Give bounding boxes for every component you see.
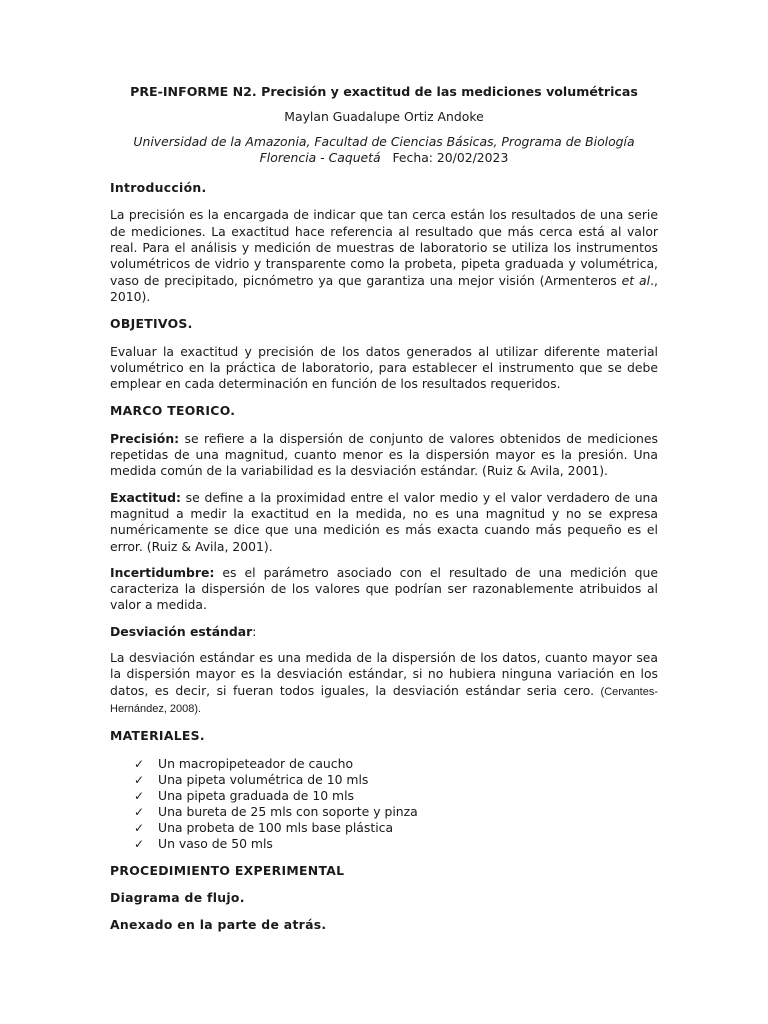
document-title: PRE-INFORME N2. Precisión y exactitud de las mediciones volumétricas: [130, 84, 638, 99]
material-label: Un macropipeteador de caucho: [158, 755, 354, 771]
list-item: [134, 804, 658, 820]
material-label: Una bureta de 25 mls con soporte y pinza: [158, 803, 418, 819]
precision-text: se refiere a la dispersión de conjunto de valores obtenidos de mediciones repetidas de una magnitud, cuanto menor es la dispersión mayor es la presión. Una medida común de la variabilidad es la desviación estándar. (Ruiz & Avila, 2001).: [110, 430, 658, 479]
introduccion-italic: et al: [621, 272, 651, 288]
list-item: [134, 756, 658, 772]
introduccion-heading: Introducción.: [110, 180, 207, 196]
author-name: Maylan Guadalupe Ortiz Andoke: [284, 109, 484, 125]
material-label: Una pipeta graduada de 10 mls: [158, 787, 354, 803]
anexado-note: Anexado en la parte de atrás.: [110, 917, 327, 933]
material-label: Un vaso de 50 mls: [158, 835, 273, 851]
desviacion-citation: (Cervantes-Hernández, 2008).: [110, 685, 658, 715]
exactitud-term: Exactitud:: [110, 489, 181, 505]
objetivos-heading: OBJETIVOS.: [110, 316, 193, 332]
affiliation-location: Florencia - Caquetá: [259, 149, 381, 165]
checkmark-icon: ✓: [134, 804, 145, 819]
document-date: Fecha: 20/02/2023: [392, 149, 509, 165]
desviacion-heading-line: [110, 624, 658, 640]
checkmark-icon: ✓: [134, 820, 145, 835]
checkmark-icon: ✓: [134, 756, 145, 771]
list-item: [134, 820, 658, 836]
affiliation: [110, 134, 658, 167]
introduccion-paragraph: [110, 207, 658, 305]
material-label: Una probeta de 100 mls base plástica: [158, 819, 394, 835]
marco-teorico-heading: MARCO TEORICO.: [110, 403, 236, 419]
introduccion-text: La precisión es la encargada de indicar que tan cerca están los resultados de una serie de mediciones. La exactitud hace referencia al resultado que más cerca está al valor real. Para el análisis y medición de muestras de laboratorio se utiliza los instrumentos volumétricos de vidrio y transparente como la probeta, pipeta graduada y volumétrica, vaso de precipitado, picnómetro ya que garantiza una mejor visión (Armenteros: [110, 207, 658, 288]
diagrama-heading: Diagrama de flujo.: [110, 889, 245, 905]
list-item: [134, 772, 658, 788]
procedimiento-heading: PROCEDIMIENTO EXPERIMENTAL: [110, 862, 345, 878]
checkmark-icon: ✓: [134, 772, 145, 787]
exactitud-paragraph: [110, 490, 658, 555]
introduccion-citation: ., 2010).: [110, 272, 658, 304]
checkmark-icon: ✓: [134, 788, 145, 803]
exactitud-text: se define a la proximidad entre el valor medio y el valor verdadero de una magnitud a medir la exactitud en la medida, no es una magnitud y no se expresa numéricamente se dice que una medición es más exacta cuando más pequeño es el error. (Ruiz & Avila, 2001).: [110, 489, 658, 554]
desviacion-text: La desviación estándar es una medida de la dispersión de los datos, cuanto mayor sea la dispersión mayor es la desviación estándar, si no hubiera ninguna variación en los datos, es decir, si fueran todos iguales, la desviación estándar seria cero.: [110, 650, 658, 698]
desviacion-term: Desviación estándar: [110, 623, 253, 639]
incertidumbre-text: es el parámetro asociado con el resultado de una medición que caracteriza la dispersión de los valores que podrían ser razonablemente atribuidos al valor a medida.: [110, 564, 658, 613]
list-item: [134, 836, 658, 852]
incertidumbre-paragraph: [110, 565, 658, 614]
objetivos-paragraph: Evaluar la exactitud y precisión de los datos generados al utilizar diferente material volumétrico en la práctica de laboratorio, para establecer el instrumento que se debe emplear en cada determinación en función de los resultados requeridos.: [110, 343, 658, 392]
incertidumbre-term: Incertidumbre:: [110, 564, 215, 580]
desviacion-paragraph: [110, 650, 658, 717]
list-item: [134, 788, 658, 804]
affiliation-line-2: [110, 150, 658, 166]
materiales-heading: MATERIALES.: [110, 728, 205, 744]
document-body: [110, 84, 658, 944]
precision-paragraph: [110, 431, 658, 480]
precision-term: Precisión:: [110, 430, 180, 446]
material-label: Una pipeta volumétrica de 10 mls: [158, 771, 369, 787]
checkmark-icon: ✓: [134, 836, 145, 851]
desviacion-colon: :: [252, 623, 257, 639]
affiliation-line-1: Universidad de la Amazonia, Facultad de Ciencias Básicas, Programa de Biología: [133, 133, 635, 149]
materials-list: [110, 756, 658, 852]
